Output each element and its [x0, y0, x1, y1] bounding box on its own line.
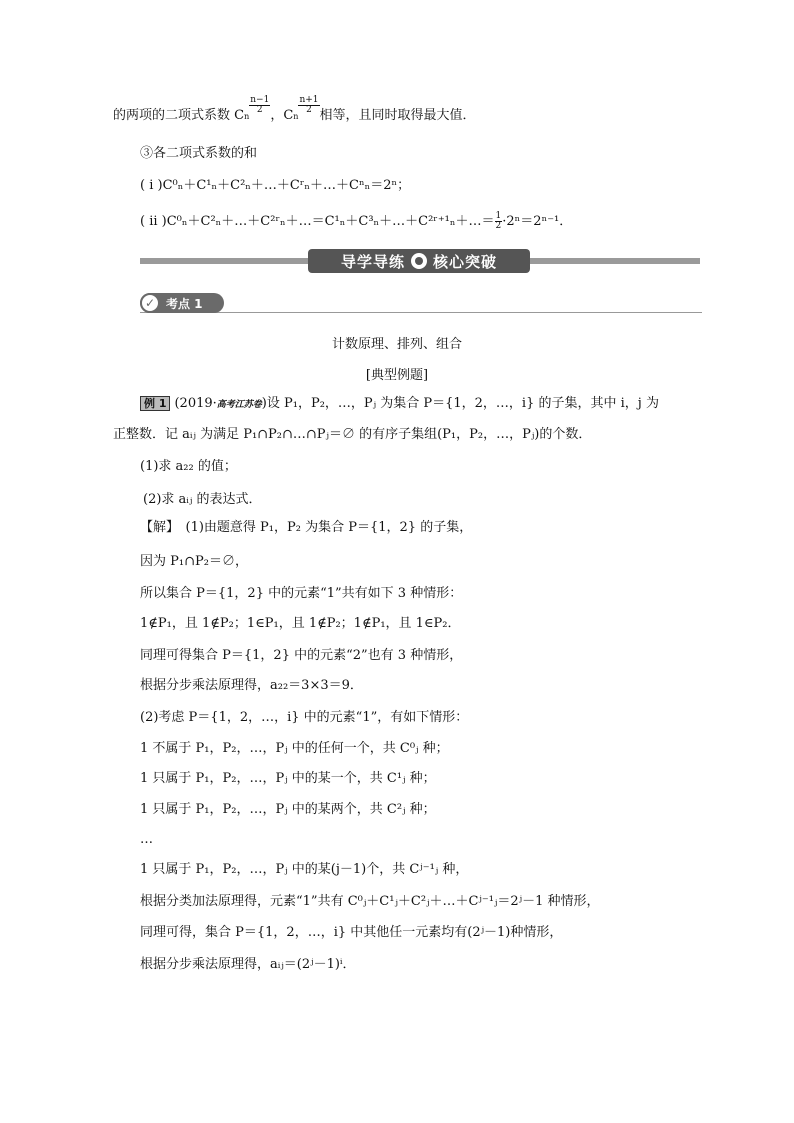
solution-line: 1 只属于 P₁，P₂，…，Pⱼ 中的某两个，共 C²ⱼ 种；	[140, 802, 436, 817]
sum-formula-i: ( i )C⁰ₙ＋C¹ₙ＋C²ₙ＋…＋Cʳₙ＋…＋Cⁿₙ＝2ⁿ；	[140, 178, 411, 193]
text: 相等，且同时取得最大值．	[319, 108, 476, 123]
example-line-1: 例 1 (2019·高考江苏卷)设 P₁，P₂，…，Pⱼ 为集合 P＝{1，2，…，i} 的子集，其中 i，j 为	[140, 396, 659, 413]
fraction: $\frac{n-1}{2}$	[250, 95, 270, 115]
example-source: 高考江苏卷	[216, 400, 262, 410]
solution-line: 根据分步乘法原理得，aᵢⱼ＝(2ʲ－1)ⁱ．	[140, 957, 356, 972]
question-1: (1)求 a₂₂ 的值；	[140, 459, 237, 474]
kaodian-label: 考点 1	[166, 296, 203, 311]
check-icon: ✓	[140, 293, 160, 313]
sum-formula-ii: ( ii )C⁰ₙ＋C²ₙ＋…＋C²ʳₙ＋…＝C¹ₙ＋C³ₙ＋…＋C²ʳ⁺¹ₙ＋…＝ $\frac{1}{2}$ ·2ⁿ＝2ⁿ⁻¹．	[140, 211, 573, 231]
fraction: $\frac{n+1}{2}$	[299, 95, 319, 115]
solution-line: 1 只属于 P₁，P₂，…，Pⱼ 中的某一个，共 C¹ⱼ 种；	[140, 771, 436, 786]
solution-line: 同理可得，集合 P＝{1，2，…，i} 中其他任一元素均有(2ʲ－1)种情形，	[140, 925, 563, 940]
banner-left-text: 导学导练	[340, 252, 405, 271]
solution-line: 同理可得集合 P＝{1，2} 中的元素“2”也有 3 种情形，	[140, 648, 463, 663]
example-badge: 例 1	[140, 396, 170, 411]
kaodian-rule	[140, 312, 702, 313]
banner-box	[308, 249, 530, 273]
binomial-max-line: 的两项的二项式系数 Cn $\frac{n-1}{2}$ ，Cn $\frac{n+1}{2}$ 相等，且同时取得最大值．	[113, 95, 476, 123]
banner-ring-icon	[411, 253, 427, 269]
section-subtitle: [典型例题]	[365, 368, 429, 383]
text: 的两项的二项式系数 C	[113, 108, 245, 123]
solution-line: (2)考虑 P＝{1，2，…，i} 中的元素“1”，有如下情形：	[140, 710, 469, 725]
kaodian-badge	[140, 293, 224, 313]
solution-line: 根据分步乘法原理得，a₂₂＝3×3＝9．	[140, 678, 363, 693]
kaodian-header	[140, 293, 702, 315]
example-line-2: 正整数．记 aᵢⱼ 为满足 P₁∩P₂∩…∩Pⱼ＝∅ 的有序子集组(P₁，P₂，…，Pⱼ)的个数．	[113, 427, 592, 442]
fraction: $\frac{1}{2}$	[495, 211, 502, 231]
solution-line: 1∉P₁，且 1∉P₂；1∈P₁，且 1∉P₂；1∉P₁，且 1∈P₂．	[140, 616, 461, 631]
section-title: 计数原理、排列、组合	[331, 337, 462, 352]
solution-line: 根据分类加法原理得，元素“1”共有 C⁰ⱼ＋C¹ⱼ＋C²ⱼ＋…＋Cʲ⁻¹ⱼ＝2ʲ－1 种情形，	[140, 894, 600, 909]
sum-heading: ③各二项式系数的和	[140, 146, 258, 161]
solution-line: 1 只属于 P₁，P₂，…，Pⱼ 中的某(j－1)个，共 Cʲ⁻¹ⱼ 种，	[140, 862, 469, 877]
question-2: (2)求 aᵢⱼ 的表达式．	[143, 492, 262, 507]
solution-line: 【解】 (1)由题意得 P₁，P₂ 为集合 P＝{1，2} 的子集，	[140, 520, 473, 535]
solution-line: 所以集合 P＝{1，2} 中的元素“1”共有如下 3 种情形：	[140, 586, 463, 601]
solution-line: 因为 P₁∩P₂＝∅，	[140, 554, 248, 569]
text: ，C	[270, 108, 294, 123]
section-banner	[140, 249, 700, 273]
solution-line: …	[140, 832, 153, 847]
solution-line: 1 不属于 P₁，P₂，…，Pⱼ 中的任何一个，共 C⁰ⱼ 种；	[140, 741, 449, 756]
banner-right-text: 核心突破	[433, 252, 498, 271]
